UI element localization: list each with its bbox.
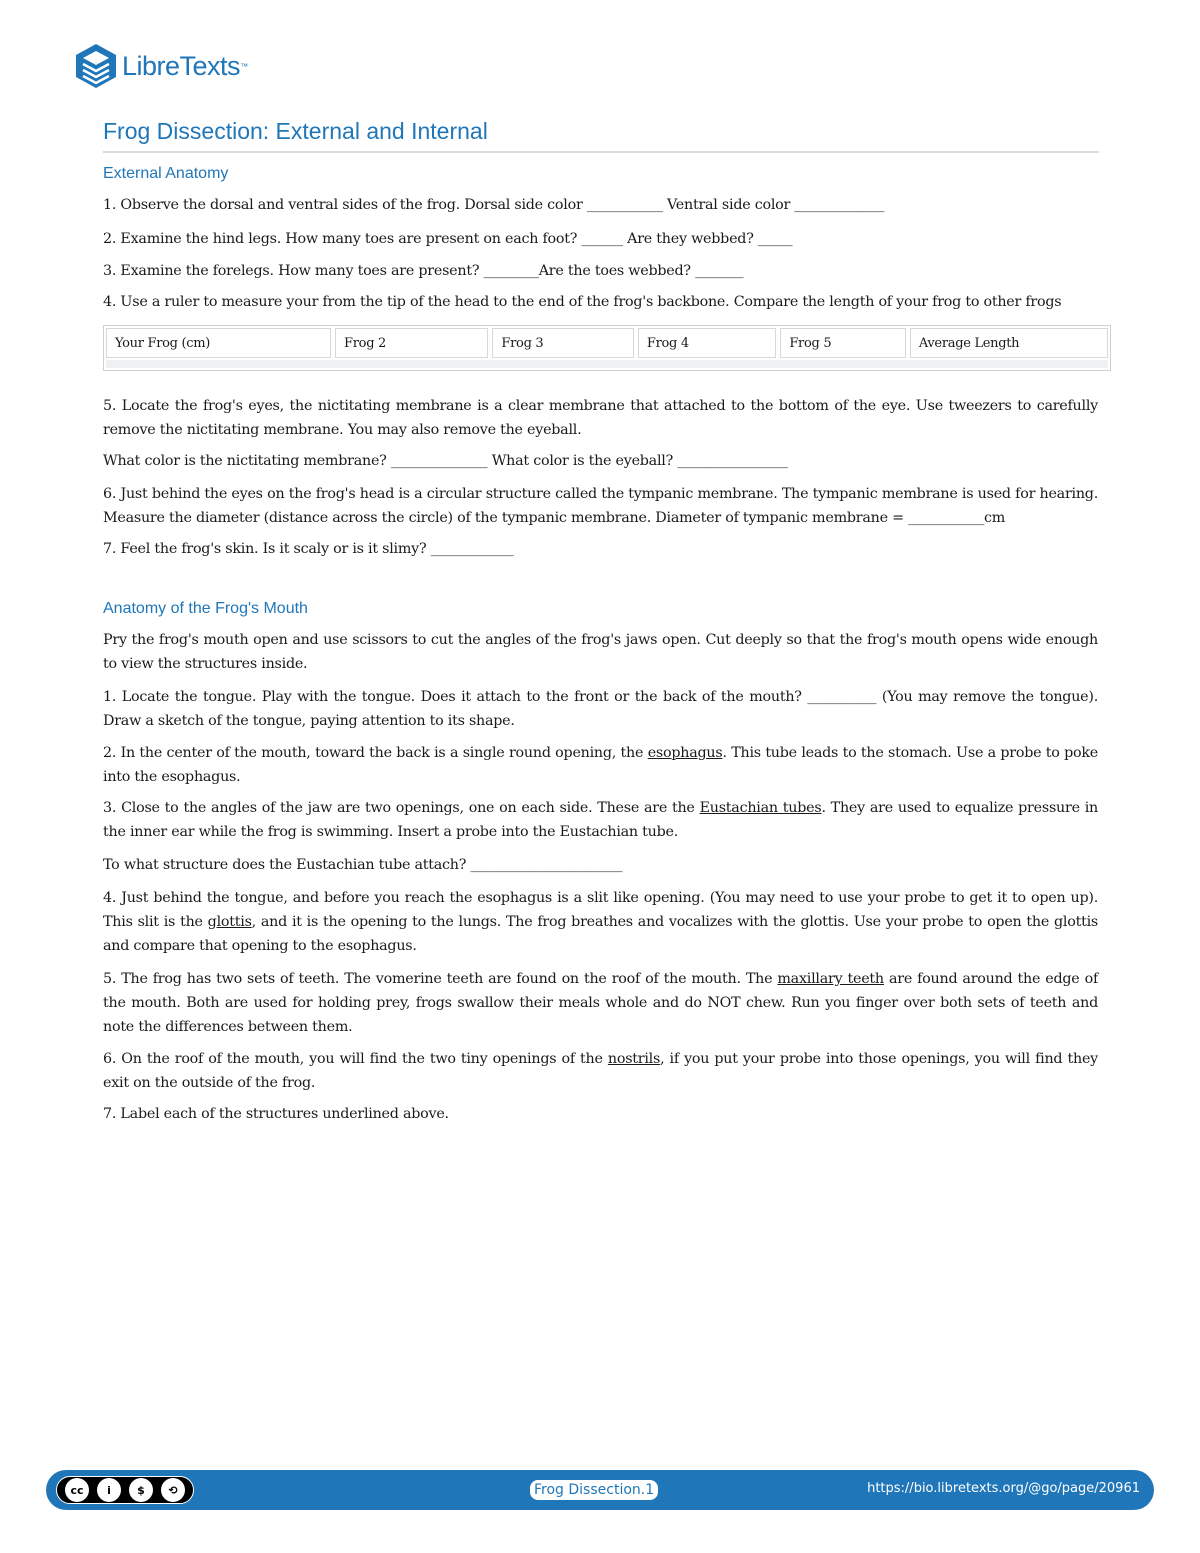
title-divider xyxy=(103,151,1099,153)
share-alike-icon: ⟲ xyxy=(161,1478,185,1502)
q2-text-a: 2. In the center of the mouth, toward the back is a single round opening, the xyxy=(103,745,648,761)
logo-wordmark: LibreTexts xyxy=(122,50,241,81)
footer-page-label[interactable]: Frog Dissection.1 xyxy=(530,1480,658,1500)
question-external-3: 3. Examine the forelegs. How many toes are present? ________Are the toes webbed? _______ xyxy=(103,263,744,279)
question-mouth-6 xyxy=(103,1047,1098,1095)
term-esophagus: esophagus xyxy=(647,745,723,761)
q3-text-a: 3. Close to the angles of the jaw are two openings, one on each side. These are the xyxy=(103,800,700,816)
q3-text-b: . They are used to equalize pressure in the inner ear while the frog is swimming. Insert a probe into the Eustachian tube. xyxy=(103,800,1098,840)
q4-text-a: 4. Just behind the tongue, and before you reach the esophagus is a slit like opening. (You may need to use your probe to get it to open up). This slit is the xyxy=(103,890,1098,930)
q5-text-b: are found around the edge of the mouth. Both are used for holding prey, frogs swallow their meals whole and do NOT chew. Run you finger over both sets of teeth and note the differences between them. xyxy=(103,971,1099,1035)
table-header-frog-5[interactable]: Frog 5 xyxy=(780,328,906,358)
table-header-average-length[interactable]: Average Length xyxy=(910,328,1108,358)
term-eustachian-tubes: Eustachian tubes xyxy=(699,800,822,816)
question-mouth-2 xyxy=(103,741,1098,789)
question-external-5: 5. Locate the frog's eyes, the nictitating membrane is a clear membrane that attached to the bottom of the eye. Use tweezers to carefully remove the nictitating membrane. You may also remove the eyeball. xyxy=(103,398,1098,438)
question-external-5b: What color is the nictitating membrane? ______________ What color is the eyeball? ________________ xyxy=(103,453,788,469)
logo-trademark: ™ xyxy=(240,61,249,71)
term-nostrils: nostrils xyxy=(607,1051,661,1067)
libretexts-logo[interactable] xyxy=(74,42,248,90)
question-external-4: 4. Use a ruler to measure your from the tip of the head to the end of the frog's backbone. Compare the length of your frog to other frogs xyxy=(103,294,1062,310)
table-header-frog-3[interactable]: Frog 3 xyxy=(492,328,633,358)
q6-text-a: 6. On the roof of the mouth, you will find the two tiny openings of the xyxy=(103,1051,608,1067)
question-external-6: 6. Just behind the eyes on the frog's head is a circular structure called the tympanic membrane. The tympanic membrane is used for hearing. Measure the diameter (distance across the circle) of the tympanic membrane. Diameter of tympanic membrane = ___________cm xyxy=(103,486,1098,526)
table-empty-row xyxy=(106,360,1108,368)
q4-text-b: , and it is the opening to the lungs. The frog breathes and vocalizes with the glottis. Use your probe to open the glottis and compare that opening to the esophagus. xyxy=(103,914,1098,954)
page-footer xyxy=(46,1470,1154,1510)
section-heading-mouth: Anatomy of the Frog's Mouth xyxy=(103,600,308,617)
question-mouth-7: 7. Label each of the structures underlined above. xyxy=(103,1106,449,1122)
q5-text-a: 5. The frog has two sets of teeth. The vomerine teeth are found on the roof of the mouth. The xyxy=(103,971,778,987)
libretexts-cube-icon xyxy=(74,42,118,90)
section-heading-external: External Anatomy xyxy=(103,165,229,182)
question-mouth-3b: To what structure does the Eustachian tube attach? ______________________ xyxy=(103,857,623,873)
table-header-your-frog[interactable]: Your Frog (cm) xyxy=(106,328,331,358)
question-mouth-1: 1. Locate the tongue. Play with the tongue. Does it attach to the front or the back of the mouth? __________ (You may remove the tongue). Draw a sketch of the tongue, paying attention to its shape. xyxy=(103,689,1098,729)
cc-icon: cc xyxy=(65,1478,89,1502)
table-header-frog-2[interactable]: Frog 2 xyxy=(335,328,488,358)
by-attribution-icon: i xyxy=(97,1478,121,1502)
term-maxillary-teeth: maxillary teeth xyxy=(777,971,884,987)
question-external-2: 2. Examine the hind legs. How many toes are present on each foot? ______ Are they webbed? _____ xyxy=(103,231,793,247)
table-header-frog-4[interactable]: Frog 4 xyxy=(638,328,776,358)
question-external-1: 1. Observe the dorsal and ventral sides of the frog. Dorsal side color ___________ Ventral side color _____________ xyxy=(103,197,885,213)
question-mouth-5 xyxy=(103,967,1098,1039)
q6-text-b: , if you put your probe into those openings, you will find they exit on the outside of the frog. xyxy=(103,1051,1098,1091)
mouth-intro: Pry the frog's mouth open and use scissors to cut the angles of the frog's jaws open. Cut deeply so that the frog's mouth opens wide enough to view the structures inside. xyxy=(103,632,1098,672)
question-mouth-3 xyxy=(103,796,1098,844)
footer-url-link[interactable]: https://bio.libretexts.org/@go/page/20961 xyxy=(867,1481,1140,1496)
noncommercial-icon: $ xyxy=(129,1478,153,1502)
frog-length-table xyxy=(103,325,1111,371)
page-title: Frog Dissection: External and Internal xyxy=(103,118,488,144)
cc-license-badge[interactable] xyxy=(56,1476,194,1504)
term-glottis: glottis xyxy=(207,914,252,930)
q2-text-b: . This tube leads to the stomach. Use a probe to poke into the esophagus. xyxy=(103,745,1098,785)
question-mouth-4 xyxy=(103,886,1098,958)
question-external-7: 7. Feel the frog's skin. Is it scaly or is it slimy? ____________ xyxy=(103,541,514,557)
